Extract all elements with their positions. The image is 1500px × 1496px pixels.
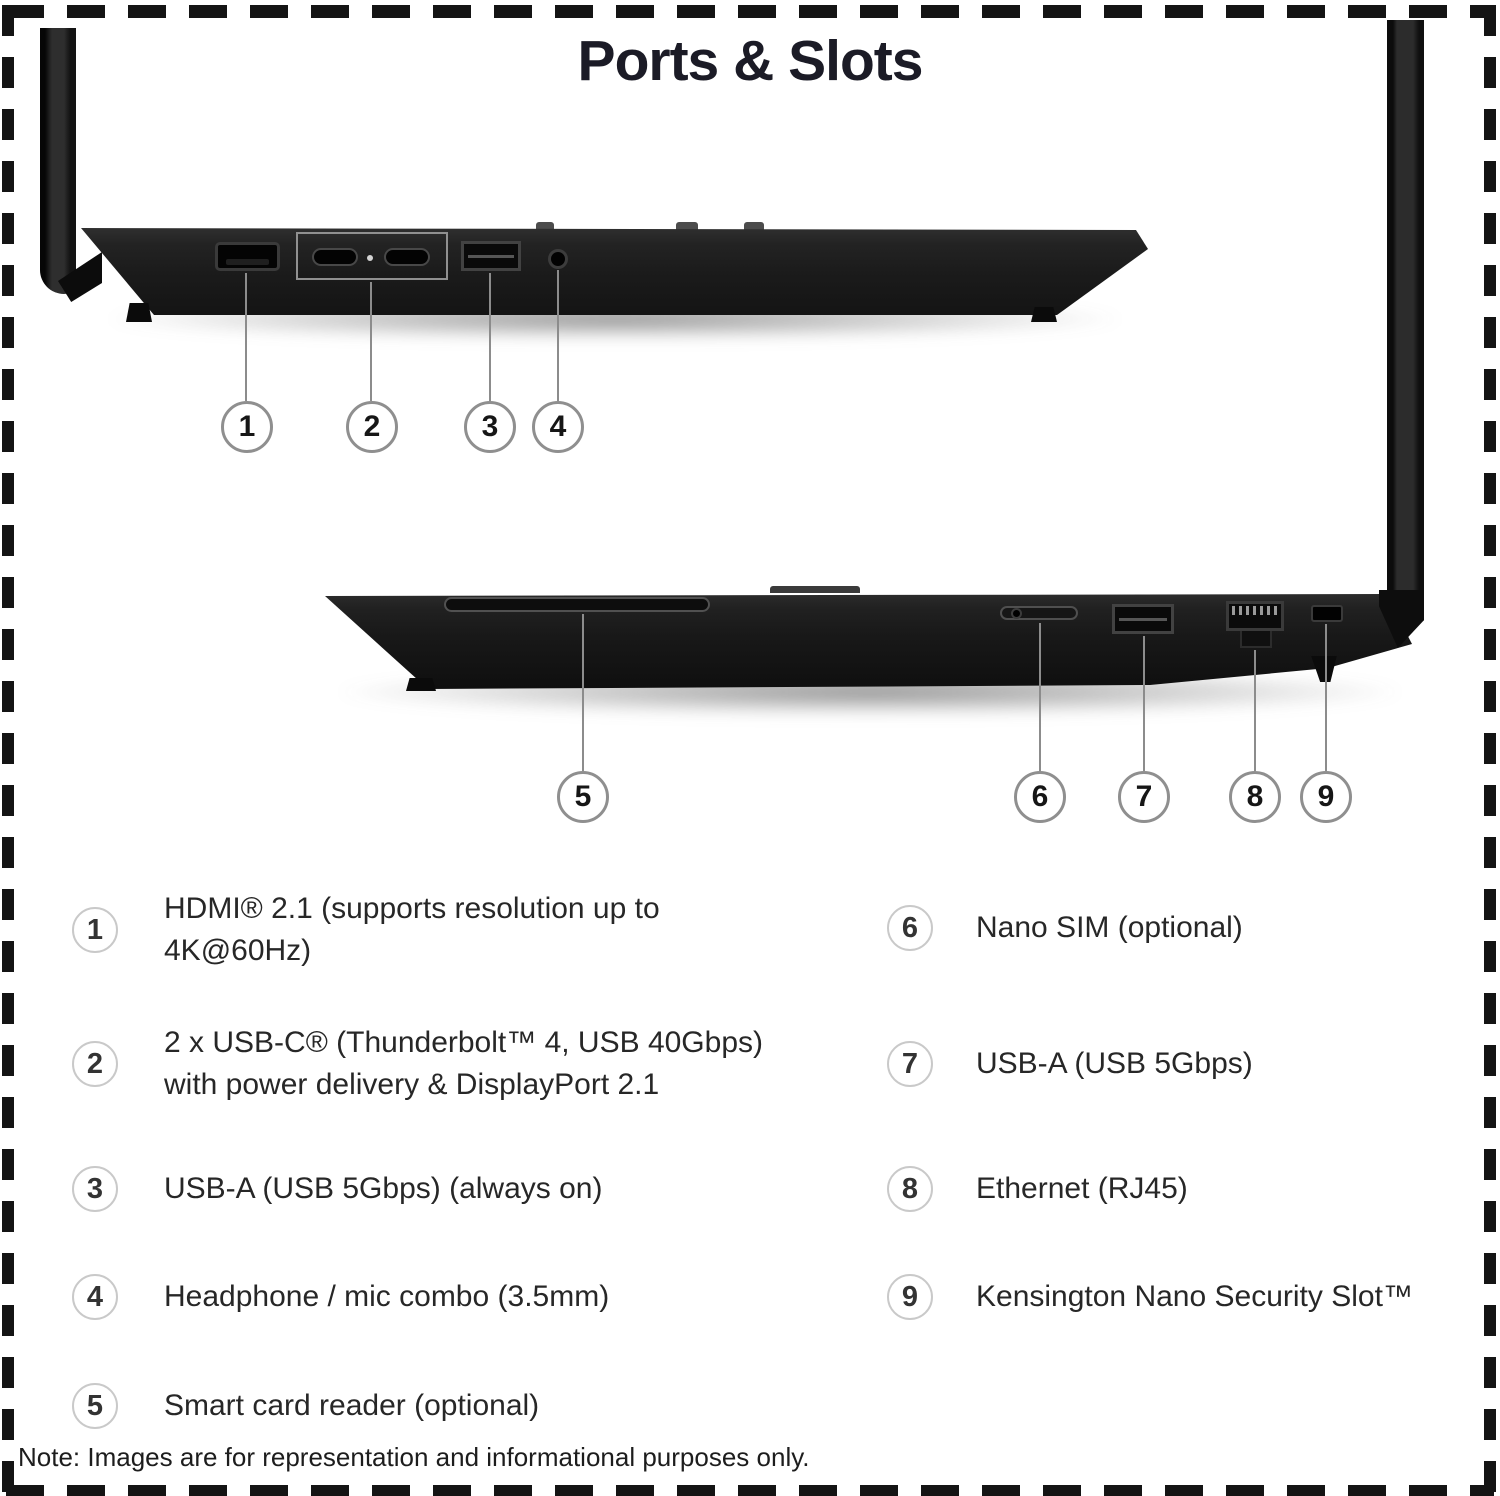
callout-7: 7 [1118, 771, 1170, 823]
laptop-lid [40, 28, 76, 294]
ethernet-rj45-port-icon [1226, 601, 1284, 631]
usb-a-tongue [468, 255, 514, 258]
leader-line-5 [582, 614, 584, 771]
legend-number-2: 2 [72, 1041, 118, 1087]
leader-line-8 [1254, 650, 1256, 771]
usb-a-port-icon [1112, 604, 1174, 634]
legend-number-6: 6 [887, 905, 933, 951]
usb-c-port-icon [384, 248, 430, 266]
laptop-lid [1387, 20, 1424, 598]
leader-line-9 [1325, 624, 1327, 771]
callout-1: 1 [221, 401, 273, 453]
keyboard-edge [676, 222, 698, 230]
leader-line-2 [370, 282, 372, 401]
callout-9: 9 [1300, 771, 1352, 823]
legend-label-5: Smart card reader (optional) [164, 1389, 540, 1422]
legend-label-7: USB-A (USB 5Gbps) [976, 1047, 1253, 1080]
sim-eject-pinhole [1013, 610, 1020, 617]
usb-a-tongue [1119, 618, 1167, 621]
callout-4: 4 [532, 401, 584, 453]
callout-8: 8 [1229, 771, 1281, 823]
legend-number-8: 8 [887, 1166, 933, 1212]
legend-label-2: 2 x USB-C® (Thunderbolt™ 4, USB 40Gbps) with power delivery & DisplayPort 2.1 [164, 1026, 764, 1101]
legend-label-6: Nano SIM (optional) [976, 911, 1243, 944]
rubber-foot [126, 303, 152, 322]
legend-number-3: 3 [72, 1166, 118, 1212]
legend-label-4: Headphone / mic combo (3.5mm) [164, 1280, 610, 1313]
legend-number-4: 4 [72, 1274, 118, 1320]
page-title: Ports & Slots [577, 29, 923, 93]
legend-label-3: USB-A (USB 5Gbps) (always on) [164, 1172, 603, 1205]
headphone-jack-icon [548, 249, 568, 269]
legend-number-5: 5 [72, 1383, 118, 1429]
kensington-slot-icon [1311, 605, 1343, 622]
usb-c-port-icon [312, 248, 358, 266]
nano-sim-tray-icon [1000, 606, 1078, 620]
callout-6: 6 [1014, 771, 1066, 823]
hdmi-port-icon [215, 242, 280, 271]
dashed-border-right [1484, 5, 1496, 1496]
callout-5: 5 [557, 771, 609, 823]
smart-card-reader-slot-icon [444, 597, 710, 612]
legend-label-1: HDMI® 2.1 (supports resolution up to 4K@60Hz) [164, 892, 660, 967]
leader-line-7 [1143, 636, 1145, 771]
leader-line-6 [1039, 623, 1041, 771]
rj45-pins [1232, 606, 1278, 615]
power-indicator-dot [367, 255, 373, 261]
dashed-border-bottom [6, 1485, 1494, 1496]
dashed-border-left [2, 5, 14, 1496]
legend-label-8: Ethernet (RJ45) [976, 1172, 1188, 1205]
rubber-foot [1031, 307, 1057, 322]
rj45-latch [1240, 631, 1272, 648]
keyboard-edge [536, 222, 554, 230]
rubber-foot [406, 678, 436, 691]
footnote: Note: Images are for representation and informational purposes only. [18, 1442, 810, 1472]
legend-number-7: 7 [887, 1041, 933, 1087]
keyboard-edge [770, 586, 860, 593]
dashed-border-top [6, 5, 1494, 18]
legend-label-9: Kensington Nano Security Slot™ [976, 1280, 1413, 1313]
callout-3: 3 [464, 401, 516, 453]
leader-line-1 [245, 273, 247, 401]
legend-number-1: 1 [72, 907, 118, 953]
leader-line-3 [489, 273, 491, 401]
usb-a-port-icon [461, 241, 521, 271]
hdmi-opening [226, 259, 269, 265]
leader-line-4 [557, 270, 559, 401]
callout-2: 2 [346, 401, 398, 453]
legend-number-9: 9 [887, 1274, 933, 1320]
keyboard-edge [744, 222, 764, 230]
